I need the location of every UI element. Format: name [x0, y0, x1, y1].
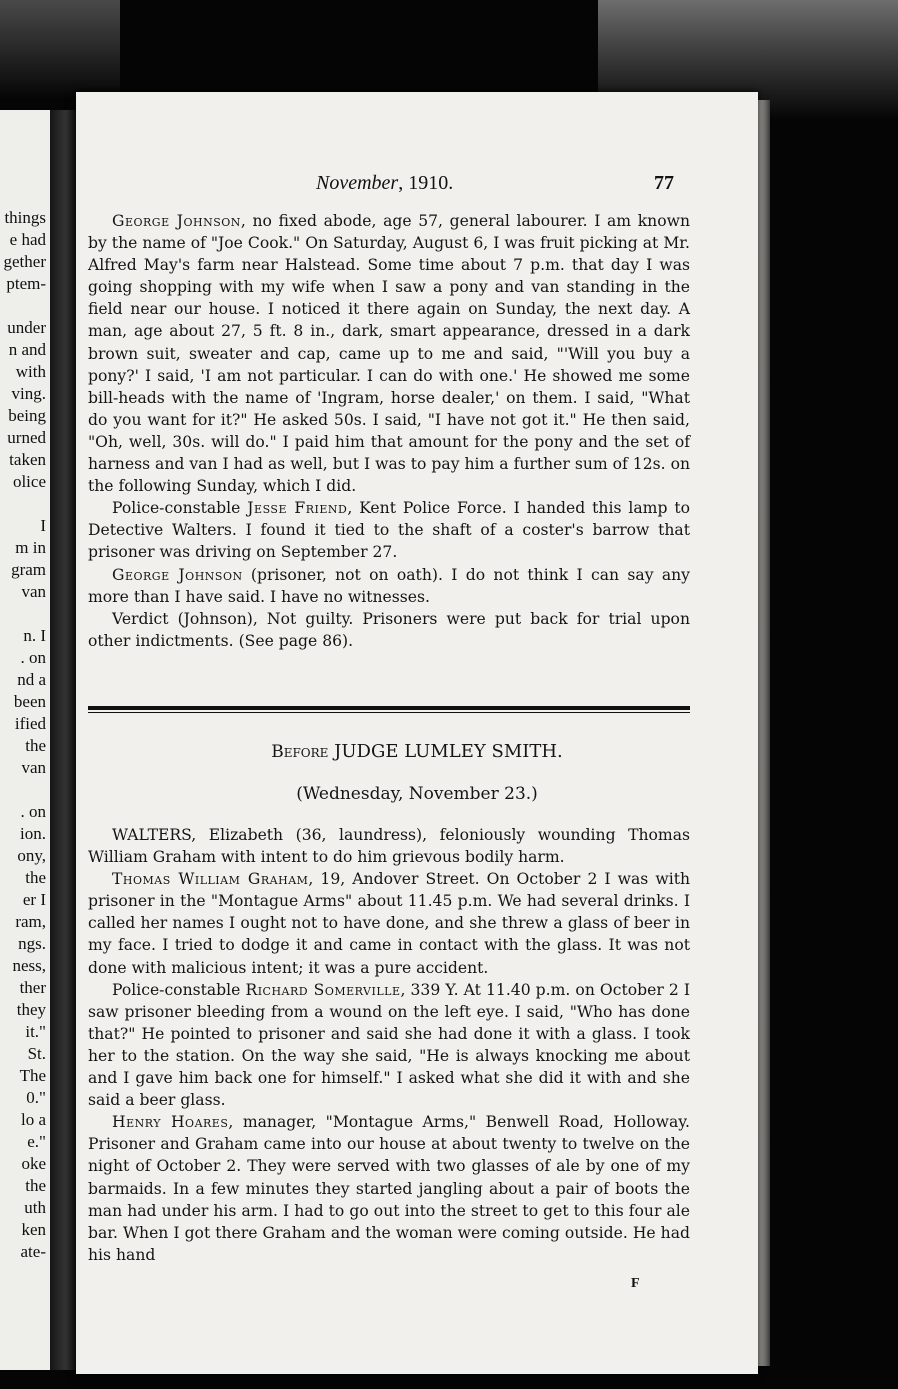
- paragraph-jesse-friend-testimony: Police-constable Jesse Friend, Kent Police Force. I handed this lamp to Detective Walters. I found it tied to the shaft of a coster's barrow that prisoner was driving on September 27.: [88, 499, 690, 562]
- facing-page-line: m in: [15, 538, 46, 557]
- paragraph-george-johnson-testimony: George Johnson, no fixed abode, age 57, general labourer. I am known by the name of "Joe Cook." On Saturday, August 6, I was fruit picking at Mr. Alfred May's farm near Halstead. Some time about 7 p.m. that day I was going shopping with my wife when I saw a pony and van standing in the field near our house. I noticed it there again on Sunday, the next day. A man, age about 27, 5 ft. 8 in., dark, smart appearance, dressed in a dark brown suit, sweater and cap, came up to me and said, "'Will you buy a pony?' I said, 'I am not particular. I can do with one.' He showed me some bill-heads with the name of 'Ingram, horse dealer,' on them. I said, "What do you want for it?" He asked 50s. I said, "I have not got it." He then said, "Oh, well, 30s. will do." I paid him that amount for the pony and the set of harness and van I had as well, but I was to pay him a further sum of 12s. on the following Sunday, which I did.: [88, 212, 690, 496]
- facing-page-line: ken: [21, 1220, 46, 1239]
- facing-page-line: it.": [25, 1022, 46, 1041]
- paragraph-somerville-testimony: Police-constable Richard Somerville, 339 Y. At 11.40 p.m. on October 2 I saw prisoner bleeding from a wound on the left eye. I said, "Who has done that?" He pointed to prisoner and said she had done it with a glass. I took her to the station. On the way she said, "He is always knocking me about and I gave him back one for himself." I asked what she did it with and she said a beer glass.: [88, 980, 690, 1110]
- facing-page-line: they: [16, 1000, 46, 1019]
- book-page: [76, 92, 758, 1374]
- facing-page-line: ate-: [20, 1242, 46, 1261]
- facing-page-line: olice: [12, 472, 46, 491]
- facing-page-line: been: [13, 692, 46, 711]
- facing-page-line: lo a: [20, 1110, 46, 1129]
- facing-page-line: St.: [27, 1044, 46, 1063]
- page-edge: [758, 100, 770, 1366]
- facing-page-line: . on: [20, 648, 46, 667]
- signature-mark: F: [631, 1276, 640, 1291]
- facing-page-line: urned: [7, 428, 46, 447]
- facing-page-line: ness,: [12, 956, 46, 975]
- facing-page-line: gether: [3, 252, 46, 271]
- facing-page-line: with: [15, 362, 46, 381]
- facing-page-line: the: [25, 736, 46, 755]
- facing-page-fragment: [0, 110, 52, 1370]
- page-number: 77: [654, 172, 674, 194]
- facing-page-line: ram,: [15, 912, 46, 931]
- facing-page-line: The: [19, 1066, 46, 1085]
- text-block-lower: [88, 824, 690, 1266]
- facing-page-line: ion.: [20, 824, 46, 843]
- section-rule: [88, 706, 690, 710]
- paragraph-hoares-testimony: Henry Hoares, manager, "Montague Arms," Benwell Road, Holloway. Prisoner and Graham came into our house at about twenty to twelve on the night of October 2. They were served with two glasses of ale by one of my barmaids. In a few minutes they started jangling about a pair of boots the man had under his arm. I had to go out into the street to get to this four ale bar. When I got there Graham and the woman were coming outside. He had his hand: [88, 1113, 691, 1264]
- facing-page-line: nd a: [17, 670, 46, 689]
- facing-page-line: van: [21, 758, 46, 777]
- facing-page-line: n and: [8, 340, 46, 359]
- section-date: (Wednesday, November 23.): [296, 784, 538, 804]
- header-date: November, 1910.: [316, 172, 454, 194]
- film-background-highlight-left: [0, 0, 120, 100]
- facing-page-line: ony,: [17, 846, 46, 865]
- running-header: [76, 172, 758, 202]
- facing-page-line: . on: [20, 802, 46, 821]
- facing-page-line: under: [7, 318, 46, 337]
- facing-page-line: 0.": [26, 1088, 46, 1107]
- paragraph-graham-testimony: Thomas William Graham, 19, Andover Street. On October 2 I was with prisoner in the "Montague Arms" about 11.45 p.m. We had several drinks. I called her names I ought not to have done, and she threw a glass of beer in my face. I tried to dodge it and came in contact with the glass. It was not done with malicious intent; it was a pure accident.: [88, 870, 691, 977]
- facing-page-line: e had: [9, 230, 46, 249]
- facing-page-line: taken: [9, 450, 46, 469]
- facing-page-line: the: [25, 1176, 46, 1195]
- paragraph-verdict: Verdict (Johnson), Not guilty. Prisoners were put back for trial upon other indictments. (See page 86).: [88, 609, 690, 650]
- facing-page-line: ified: [14, 714, 46, 733]
- section-rule-thin: [88, 712, 690, 713]
- facing-page-line: ptem-: [6, 274, 46, 293]
- facing-page-line: I: [40, 516, 46, 535]
- facing-page-line: e.": [27, 1132, 46, 1151]
- facing-page-line: the: [25, 868, 46, 887]
- facing-page-line: oke: [21, 1154, 46, 1173]
- facing-page-line: ngs.: [18, 934, 46, 953]
- facing-page-line: things: [4, 208, 46, 227]
- facing-page-line: van: [21, 582, 46, 601]
- facing-page-line: being: [8, 406, 46, 425]
- paragraph-johnson-statement: George Johnson (prisoner, not on oath). I do not think I can say any more than I have said. I have no witnesses.: [88, 565, 690, 606]
- facing-page-line: n. I: [23, 626, 46, 645]
- facing-page-line: gram: [11, 560, 46, 579]
- paragraph-indictment-walters: WALTERS, Elizabeth (36, laundress), feloniously wounding Thomas William Graham with intent to do him grievous bodily harm.: [88, 826, 690, 867]
- text-block-upper: [88, 210, 690, 652]
- facing-page-line: uth: [24, 1198, 46, 1217]
- section-heading: Before JUDGE LUMLEY SMITH.: [271, 741, 563, 762]
- facing-page-line: ving.: [11, 384, 46, 403]
- facing-page-line: er I: [22, 890, 46, 909]
- facing-page-line: ther: [19, 978, 46, 997]
